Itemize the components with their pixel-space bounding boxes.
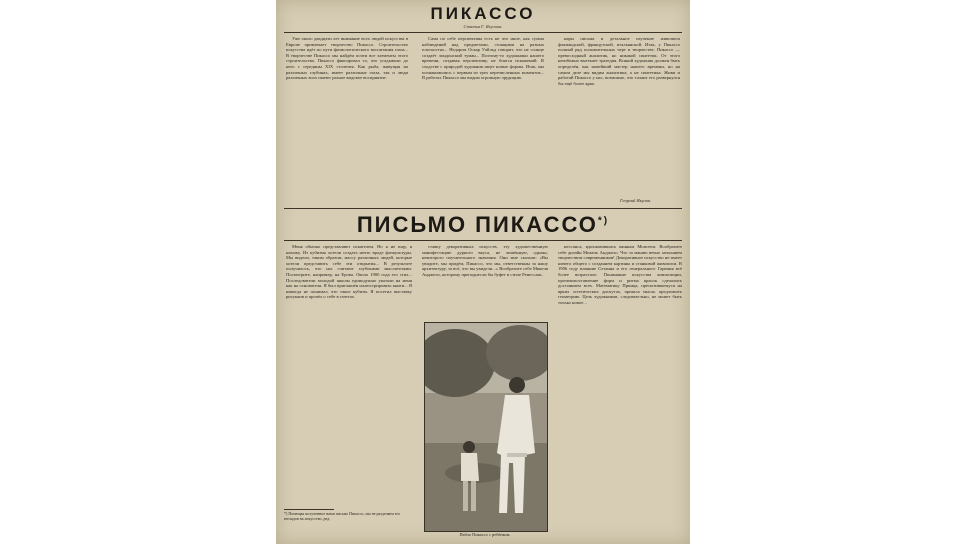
article-title-letter <box>276 212 690 238</box>
magazine-page <box>276 0 690 544</box>
article1-column-2 <box>422 36 544 204</box>
article1-column-3 <box>558 36 680 196</box>
top-rule <box>284 32 682 33</box>
footnote-rule <box>284 509 334 510</box>
title-rule <box>284 240 682 241</box>
article1-col3-text: нары письма и детальное изучение живописи фламандской, французской, итальянской. Итак, у Пикассо полный ряд положительных черт в творчестве. Пикассо — превосходный аналитик, но никакой синтетик. От этого неизбежно вытекает трагедия. Всякий художник должен быть определён, как новейший мастер нашего времени, но на самом деле мы видим аналитика, а не синтетика. Живи и работай Пикассо у нас, возможно, что талант его развернулся бы ещё более ярко. <box>558 36 680 86</box>
article1-signature: Георгий Якулов. <box>620 198 652 203</box>
article1-col2-text: Сама по себе перспектива есть не что иное, как сумма наблюдений над предметами, стоящими на разных плоскостях... Недаром Оскар Уайльд говорит, что не солнце создаёт лондонский туман... Поэтому-то художники нашего времени, создавая перспективу, не боятся искажений. В сходстве с природой художник ищет новые формы. Итак, мы познакомились с первым из трех перечисленных моментов... В работах Пикассо мы видим огромную эрудицию. <box>422 36 544 81</box>
article2-column-2 <box>422 244 548 318</box>
section-rule <box>284 208 682 209</box>
article2-col2-text: ставку декоративных искусств, эту художественную манифестацию дурного вкуса, не лишённую, однако, некоторого поучительного значения. Они мне сказали: «Вы увидите, мы придём, Пикассо, что мы, ответственны за нашу архитектуру, за всё, что вы увидели...» Вообразите себе Микеля Анджело, которому преподнесли бы буфет в стиле Ренессанс. <box>422 244 548 277</box>
footnote: *) Помещая полученное нами письмо Пикассо, мы не разделяем его взглядов на искусство, ред. <box>284 511 401 521</box>
article2-column-1 <box>286 244 412 506</box>
article2-col3-text: нессанса, вдохновившись ванным Моисеем. Вообразите себе дизайн Микель Анджело. Что за манию вечно заполняем творчеством современников! Декоративное искусство не имеет ничего общего с созданием картины и станковой живописи. В 1906 году влияние Сезанна и его генерального Гарения всё более возрастало. Понимание искусства композиции, противопоставление форм и ритма красок сделались достоянием всех. Математику Принца, пресытившемуся на ярких эстетических диспутах, пришла мысль предложить геометрию. Цель художников, следовательно, не может быть только новое... <box>558 244 682 305</box>
article1-col1-text: Уже около двадцати лет внимание всех людей искусства в Европе привлекает творчество Пикассо. Строительство искусства идёт по пути физиологического воспитания глаза... В творчестве Пикассо мы найдём почти все элементы этого строительства. Пикассо фиксировал то, что угадывали до него с середины XIX столетия. Как рыба, живущая на различных глубинах, имеет различные глаза, так и люди различных эпох имеют разное видовое восприятие. <box>286 36 408 81</box>
letter-title-mark: *) <box>597 215 610 227</box>
article2-column-3 <box>558 244 682 540</box>
letter-title-text: ПИСЬМО ПИКАССО <box>356 212 598 237</box>
photo-caption: Пабло Пикассо с ребёнком. <box>459 532 511 537</box>
photo-picasso-with-child <box>424 322 548 532</box>
article2-col1-text: Меня обычно представляют искателем. Но я не ищу, я нахожу. Из кубизма хотели создать нечто вроде физкультуры. Мы видели, таким образом, массу различных людей, которые хотели представить себе эти открытия... В результате получилось, что нас считают глубокими мыслителями. Посмотрите, например, на Ерова. Около 1900 года его стих... Последователи молодой школы единодушно указали на меня как на основателя. Я был приглашён иллюстрировать книги... Я никогда не понимал, что такое кубизм. Я посетил выставку рисунков и прочёл о себе в газетах. <box>286 244 412 300</box>
article1-column-1 <box>286 36 408 204</box>
article-title-picasso: ПИКАССО <box>430 4 536 23</box>
article-byline: Статья Г. Якулова. <box>463 24 503 29</box>
